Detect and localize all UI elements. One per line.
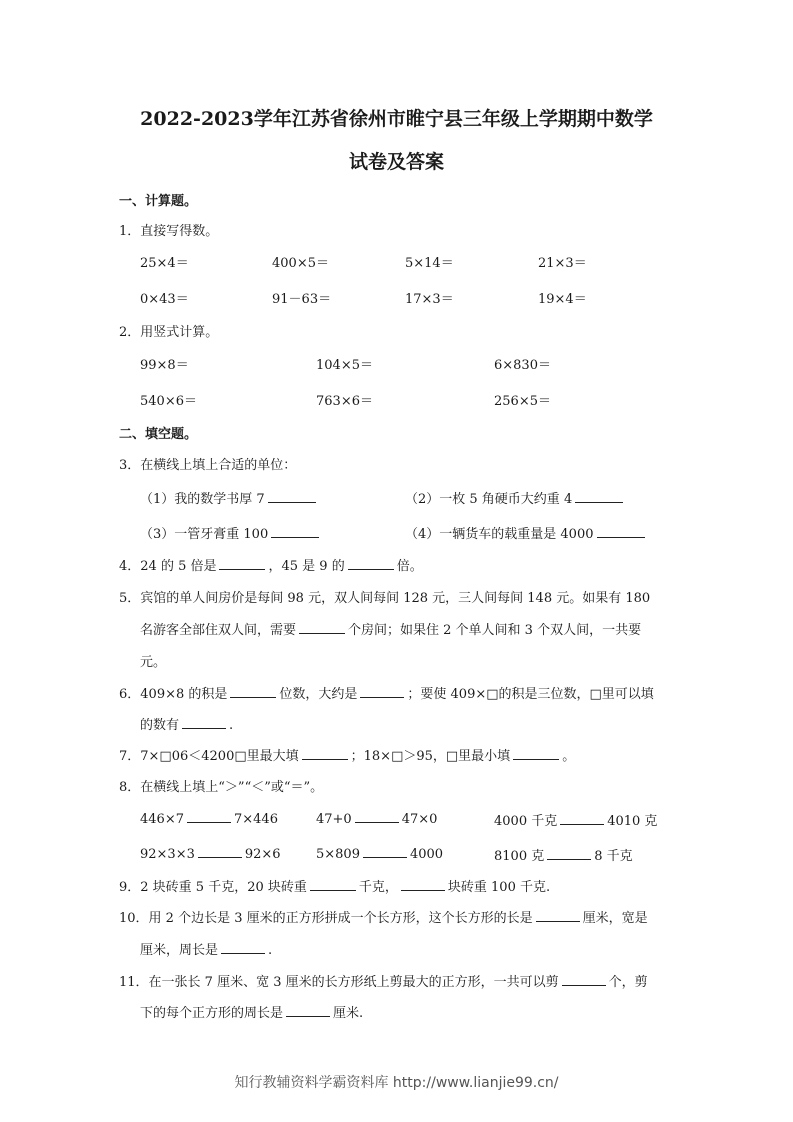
answer-blank[interactable] xyxy=(271,525,319,538)
answer-blank[interactable] xyxy=(230,685,276,698)
answer-blank[interactable] xyxy=(360,685,404,698)
q3-item-text: （4）一辆货车的载重量是 4000 xyxy=(405,527,594,542)
q7-text: 。 xyxy=(562,749,576,764)
q2-item: 104×5＝ xyxy=(316,358,373,373)
q8-right: 92×6 xyxy=(244,847,281,862)
q8-left: 92×3×3 xyxy=(140,847,195,862)
q2-item: 540×6＝ xyxy=(140,394,197,409)
q8-left: 8100 克 xyxy=(494,849,545,864)
q6-text: 位数，大约是 xyxy=(279,687,358,702)
q8-item xyxy=(494,810,657,829)
q6-text: 的数有 xyxy=(140,718,180,733)
footer-watermark: 知行教辅资料学霸资料库 http://www.lianjie99.cn/ xyxy=(234,1075,559,1091)
q5-text: 名游客全部住双人间，需要 xyxy=(140,623,297,638)
q8-left: 4000 千克 xyxy=(494,814,558,829)
q10-text: 厘米，宽是 xyxy=(582,911,648,926)
answer-blank[interactable] xyxy=(219,557,265,570)
answer-blank[interactable] xyxy=(560,812,604,825)
q2-item: 99×8＝ xyxy=(140,358,189,373)
q1-item: 400×5＝ xyxy=(272,256,329,271)
answer-blank[interactable] xyxy=(268,490,316,503)
q11-text: 厘米. xyxy=(333,1006,364,1021)
q6-text: 6．409×8 的积是 xyxy=(119,687,228,702)
q3-item xyxy=(140,488,319,507)
q3-item-text: （1）我的数学书厚 7 xyxy=(140,492,265,507)
q1-item: 0×43＝ xyxy=(140,292,189,307)
q2-item: 6×830＝ xyxy=(494,358,551,373)
question-1: 1．直接写得数。 xyxy=(119,224,219,239)
q1-item: 21×3＝ xyxy=(538,256,587,271)
answer-blank[interactable] xyxy=(299,621,345,634)
question-6-line-1 xyxy=(119,683,654,702)
q8-right: 4000 xyxy=(409,847,444,862)
q8-right: 7×446 xyxy=(233,812,278,827)
question-5-line-3: 元。 xyxy=(140,655,167,670)
q9-text: 块砖重 100 千克. xyxy=(447,880,551,895)
q7-text: ；18×□＞95，□里最小填 xyxy=(350,749,511,764)
question-6-line-2 xyxy=(140,714,233,733)
question-2: 2．用竖式计算。 xyxy=(119,325,219,340)
answer-blank[interactable] xyxy=(597,525,645,538)
q9-text: 千克， xyxy=(358,880,398,895)
q8-item xyxy=(140,845,281,862)
q8-item xyxy=(316,810,437,827)
q4-text: 倍。 xyxy=(396,559,423,574)
answer-blank[interactable] xyxy=(575,490,623,503)
q1-item: 25×4＝ xyxy=(140,256,189,271)
q1-item: 91－63＝ xyxy=(272,292,332,307)
q1-item: 19×4＝ xyxy=(538,292,587,307)
q8-item xyxy=(140,810,278,827)
q1-item: 17×3＝ xyxy=(405,292,454,307)
q8-right: 47×0 xyxy=(401,812,438,827)
q11-text: 11．在一张长 7 厘米、宽 3 厘米的长方形纸上剪最大的正方形，一共可以剪 xyxy=(119,975,559,990)
answer-blank[interactable] xyxy=(182,716,226,729)
q3-item xyxy=(140,523,322,542)
question-5-line-1: 5．宾馆的单人间房价是每间 98 元，双人间每间 128 元，三人间每间 148 元。如果有 180 xyxy=(119,591,651,606)
question-3: 3．在横线上填上合适的单位： xyxy=(119,458,297,473)
question-11-line-2 xyxy=(140,1002,363,1021)
q3-item-text: （3）一管牙膏重 100 xyxy=(140,527,269,542)
q1-item: 5×14＝ xyxy=(405,256,454,271)
q9-text: 9．2 块砖重 5 千克，20 块砖重 xyxy=(119,880,307,895)
q8-right: 4010 克 xyxy=(607,814,658,829)
section-2-heading: 二、填空题。 xyxy=(119,427,198,442)
q5-text: 个房间；如果住 2 个单人间和 3 个双人间，一共要 xyxy=(348,623,642,638)
q10-text: . xyxy=(268,943,273,958)
q3-item xyxy=(405,488,626,507)
answer-blank[interactable] xyxy=(187,810,231,823)
answer-blank[interactable] xyxy=(547,847,591,860)
question-7 xyxy=(119,745,575,764)
question-10-line-1 xyxy=(119,907,648,926)
answer-blank[interactable] xyxy=(562,973,606,986)
q2-item: 256×5＝ xyxy=(494,394,551,409)
answer-blank[interactable] xyxy=(355,810,399,823)
q6-text: ；要使 409×□的积是三位数，□里可以填 xyxy=(407,687,654,702)
answer-blank[interactable] xyxy=(401,878,445,891)
q4-text: 4．24 的 5 倍是 xyxy=(119,559,217,574)
q2-item: 763×6＝ xyxy=(316,394,373,409)
q11-text: 个，剪 xyxy=(608,975,648,990)
answer-blank[interactable] xyxy=(363,845,407,858)
answer-blank[interactable] xyxy=(302,747,348,760)
q8-left: 446×7 xyxy=(140,812,184,827)
section-1-heading: 一、计算题。 xyxy=(119,194,198,209)
answer-blank[interactable] xyxy=(286,1004,330,1017)
answer-blank[interactable] xyxy=(310,878,356,891)
question-5-line-2 xyxy=(140,619,641,638)
question-10-line-2 xyxy=(140,939,272,958)
answer-blank[interactable] xyxy=(513,747,559,760)
answer-blank[interactable] xyxy=(198,845,242,858)
q7-text: 7．7×□06＜4200□里最大填 xyxy=(119,749,299,764)
q10-text: 厘米，周长是 xyxy=(140,943,219,958)
q3-item-text: （2）一枚 5 角硬币大约重 4 xyxy=(405,492,573,507)
answer-blank[interactable] xyxy=(536,909,580,922)
question-4 xyxy=(119,555,423,574)
answer-blank[interactable] xyxy=(348,557,394,570)
q8-item xyxy=(316,845,443,862)
title-line-2: 试卷及答案 xyxy=(348,151,444,173)
question-9 xyxy=(119,876,550,895)
q8-right: 8 千克 xyxy=(594,849,633,864)
question-11-line-1 xyxy=(119,971,648,990)
question-8: 8．在横线上填上“＞”“＜”或“＝”。 xyxy=(119,780,324,795)
title-line-1: 2022-2023学年江苏省徐州市睢宁县三年级上学期期中数学 xyxy=(140,108,653,130)
q8-left: 47+0 xyxy=(316,812,352,827)
q8-item xyxy=(494,845,633,864)
q8-left: 5×809 xyxy=(316,847,360,862)
q11-text: 下的每个正方形的周长是 xyxy=(140,1006,284,1021)
q6-text: . xyxy=(229,718,234,733)
answer-blank[interactable] xyxy=(221,941,265,954)
q10-text: 10．用 2 个边长是 3 厘米的正方形拼成一个长方形，这个长方形的长是 xyxy=(119,911,533,926)
q3-item xyxy=(405,523,648,542)
q4-text: ，45 是 9 的 xyxy=(268,559,345,574)
